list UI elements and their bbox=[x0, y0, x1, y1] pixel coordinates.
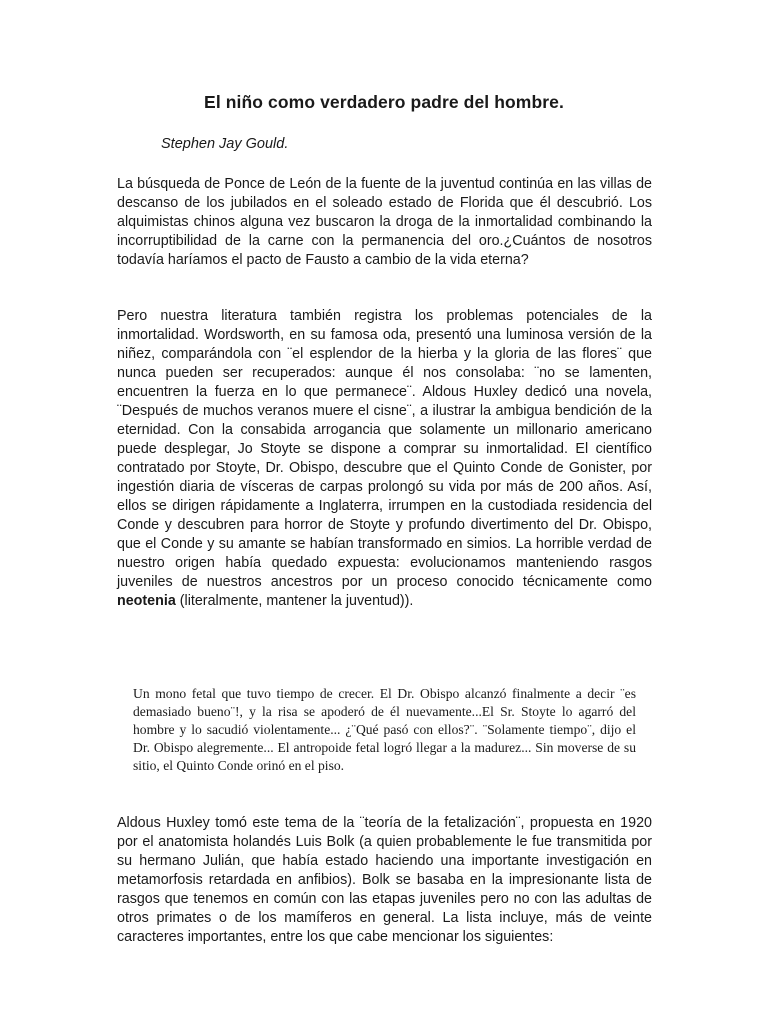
paragraph-huxley: Aldous Huxley tomó este tema de la ¨teoría de la fetalización¨, propuesta en 1920 por el anatomista holandés Luis Bolk (a quien probablemente le fue transmitida por su hermano Julián, que había estado haciendo una importante investigación en metamorfosis retardada en anfibios). Bolk se basaba en la impresionante lista de rasgos que tenemos en común con las etapas juveniles pero no con las adultas de otros primates o de los mamíferos en general. La lista incluye, más de veinte caracteres importantes, entre los que cabe mencionar los siguientes: bbox=[117, 815, 652, 945]
neotenia-term: neotenia bbox=[117, 593, 176, 609]
paragraph-intro: La búsqueda de Ponce de León de la fuente de la juventud continúa en las villas de descanso de los jubilados en el soleado estado de Florida que él descubrió. Los alquimistas chinos alguna vez buscaron la droga de la inmortalidad combinando la incorruptibilidad de la carne con la permanencia del oro.¿Cuántos de nosotros todavía haríamos el pacto de Fausto a cambio de la vida eterna? bbox=[117, 176, 652, 268]
paragraph-literature-end: (literalmente, mantener la juventud)). bbox=[175, 593, 414, 609]
paragraph-literature-text: Pero nuestra literatura también registra los problemas potenciales de la inmortalidad. Wordsworth, en su famosa oda, presentó una luminosa versión de la niñez, comparándola con ¨el esplendor de la hierba y la gloria de las flores¨ que nunca pueden ser recuperados: aunque él nos consolaba: ¨no se lamenten, encuentren la fuerza en lo que permanece¨. Aldous Huxley dedicó una novela, ¨Después de muchos veranos muere el cisne¨, a ilustrar la ambigua bendición de la eternidad. Con la consabida arrogancia que solamente un millonario americano puede desplegar, Jo Stoyte se dispone a comprar su inmortalidad. El científico contratado por Stoyte, Dr. Obispo, descubre que el Quinto Conde de Gonister, por ingestión diaria de vísceras de carpas prolongó su vida por más de 200 años. Así, ellos se dirigen rápidamente a Inglaterra, irrumpen en la custodiada residencia del Conde y descubren para horror de Stoyte y profundo divertimento del Dr. Obispo, que el Conde y su amante se habían transformado en simios. La horrible verdad de nuestro origen había quedado expuesta: evolucionamos manteniendo rasgos juveniles de nuestros ancestros por un proceso conocido técnicamente como bbox=[117, 308, 652, 590]
page-title: El niño como verdadero padre del hombre. bbox=[204, 92, 564, 112]
block-quote: Un mono fetal que tuvo tiempo de crecer. El Dr. Obispo alcanzó finalmente a decir ¨es demasiado bueno¨!, y la risa se apoderó de él nuevamente...El Sr. Stoyte lo agarró del hombre y lo sacudió violentamente... ¿¨Qué pasó con ellos?¨. ¨Solamente tiempo¨, dijo el Dr. Obispo alegremente... El antropoide fetal logró llegar a la madurez... Sin moverse de su sitio, el Quinto Conde orinó en el piso. bbox=[133, 686, 636, 773]
paragraph-literature bbox=[117, 307, 652, 611]
author-name: Stephen Jay Gould. bbox=[161, 136, 289, 152]
